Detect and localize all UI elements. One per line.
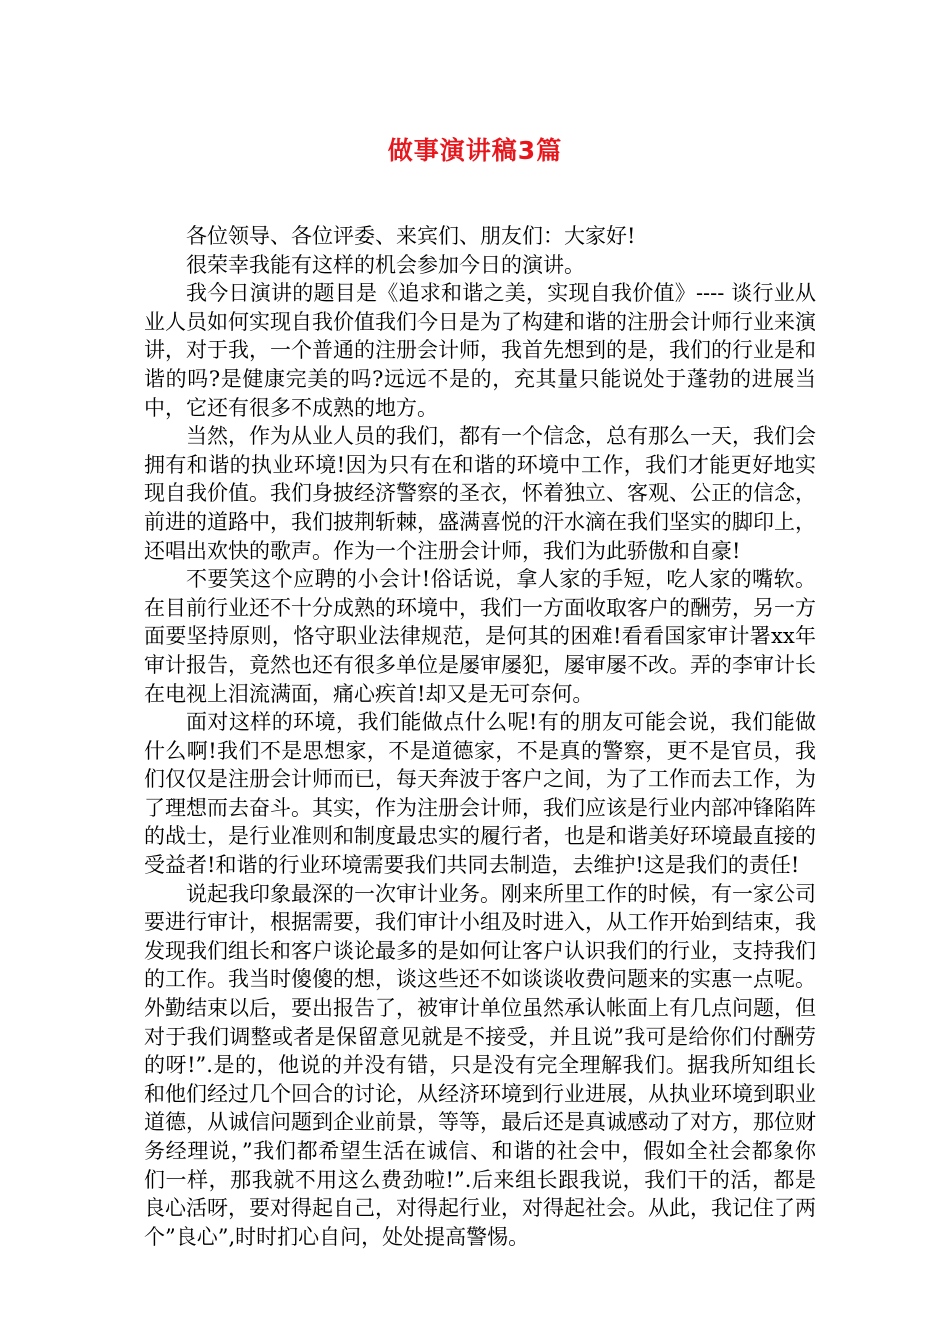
paragraph-greeting: 各位领导、各位评委、来宾们、朋友们：大家好! bbox=[186, 224, 636, 248]
paragraph-opening: 很荣幸我能有这样的机会参加今日的演讲。 bbox=[186, 252, 585, 277]
paragraph-topic: 我今日演讲的题目是《追求和谐之美，实现自我价值》---- 谈行业从业人员如何实现自我价值我们今日是为了构建和谐的注册会计师行业来演讲，对于我，一个普通的注册会计师，我首先想到的是，我们的行业是和谐的吗?是健康完美的吗?远远不是的，充其量只能说处于蓬勃的进展当中，它还有很多不成熟的地方。 bbox=[144, 281, 816, 420]
document-title: 做事演讲稿3篇 bbox=[387, 136, 563, 165]
document-body bbox=[144, 222, 816, 1251]
paragraph-difficulty: 不要笑这个应聘的小会计!俗话说，拿人家的手短，吃人家的嘴软。在目前行业还不十分成熟的环境中，我们一方面收取客户的酬劳，另一方面要坚持原则，恪守职业法律规范，是何其的困难!看看国家审计署xx年审计报告，竟然也还有很多单位是屡审屡犯，屡审屡不改。弄的李审计长在电视上泪流满面，痛心疾首!却又是无可奈何。 bbox=[144, 567, 816, 706]
paragraph-story: 说起我印象最深的一次审计业务。刚来所里工作的时候，有一家公司要进行审计，根据需要，我们审计小组及时进入，从工作开始到结束，我发现我们组长和客户谈论最多的是如何让客户认识我们的行业，支持我们的工作。我当时傻傻的想，谈这些还不如谈谈收费问题来的实惠一点呢。外勤结束以后，要出报告了，被审计单位虽然承认帐面上有几点问题，但对于我们调整或者是保留意见就是不接受，并且说”我可是给你们付酬劳的呀!”.是的，他说的并没有错，只是没有完全理解我们。据我所知组长和他们经过几个回合的讨论，从经济环境到行业进展，从执业环境到职业道德，从诚信问题到企业前景，等等，最后还是真诚感动了对方，那位财务经理说，”我们都希望生活在诚信、和谐的社会中，假如全社会都象你们一样，那我就不用这么费劲啦!”.后来组长跟我说，我们干的活，都是良心活呀，要对得起自己，对得起行业，对得起社会。从此，我记住了两个”良心”,时时扪心自问，处处提高警惕。 bbox=[144, 881, 816, 1249]
paragraph-belief: 当然，作为从业人员的我们，都有一个信念，总有那么一天，我们会拥有和谐的执业环境!因为只有在和谐的环境中工作，我们才能更好地实现自我价值。我们身披经济警察的圣衣，怀着独立、客观、公正的信念，前进的道路中，我们披荆斩棘，盛满喜悦的汗水滴在我们坚实的脚印上，还唱出欢快的歌声。作为一个注册会计师，我们为此骄傲和自豪! bbox=[144, 424, 816, 563]
paragraph-responsibility: 面对这样的环境，我们能做点什么呢!有的朋友可能会说，我们能做什么啊!我们不是思想家，不是道德家，不是真的警察，更不是官员，我们仅仅是注册会计师而已，每天奔波于客户之间，为了工作而去工作，为了理想而去奋斗。其实，作为注册会计师，我们应该是行业内部冲锋陷阵的战士，是行业准则和制度最忠实的履行者，也是和谐美好环境最直接的受益者!和谐的行业环境需要我们共同去制造，去维护!这是我们的责任! bbox=[144, 710, 816, 878]
